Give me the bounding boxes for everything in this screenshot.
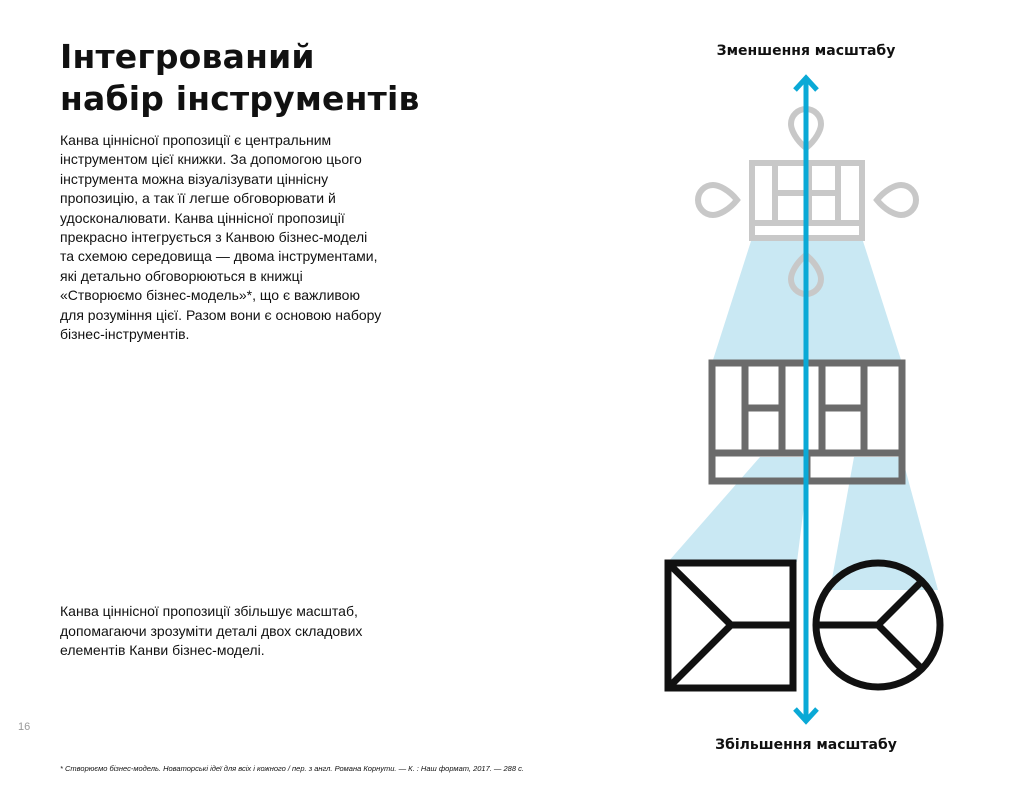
caption-line: елементів Канви бізнес-моделі.: [60, 642, 265, 659]
intro-line: та схемою середовища — двома інструментами,: [60, 248, 378, 265]
projection-beam-left: [668, 457, 810, 562]
intro-line: для розуміння цієї. Разом вони є основою набору: [60, 306, 382, 323]
intro-line: інструмента можна візуалізувати ціннісну: [60, 170, 329, 187]
intro-line: удосконалювати. Канва ціннісної пропозиції: [60, 209, 345, 226]
value-map-icon: [668, 563, 793, 688]
title-line-1: Інтегрований: [60, 37, 315, 76]
page-number: 16: [18, 721, 31, 733]
caption-line: допомагаючи зрозуміти деталі двох складових: [60, 622, 363, 639]
intro-line: які детально обговорюються в книжці: [60, 267, 303, 284]
zoom-in-label: Збільшення масштабу: [715, 737, 897, 753]
footnote: * Створюємо бізнес-модель. Новаторські ідеї для всіх і кожного / пер. з англ. Романа Корнути. — К. : Наш формат, 2017. — 288 с.: [60, 764, 524, 773]
intro-line: прекрасно інтегрується з Канвою бізнес-моделі: [60, 229, 368, 246]
intro-line: бізнес-інструментів.: [60, 326, 190, 343]
intro-line: пропозицію, а так її легше обговорювати й: [60, 190, 336, 207]
caption-line: Канва ціннісної пропозиції збільшує масштаб,: [60, 603, 358, 619]
title-line-2: набір інструментів: [60, 79, 420, 118]
intro-line: Канва ціннісної пропозиції є центральним: [60, 132, 332, 148]
intro-line: інструментом цієї книжки. За допомогою цього: [60, 151, 362, 168]
zoom-out-label: Зменшення масштабу: [716, 43, 896, 59]
intro-line: «Створюємо бізнес-модель»*, що є важливою: [60, 287, 360, 304]
